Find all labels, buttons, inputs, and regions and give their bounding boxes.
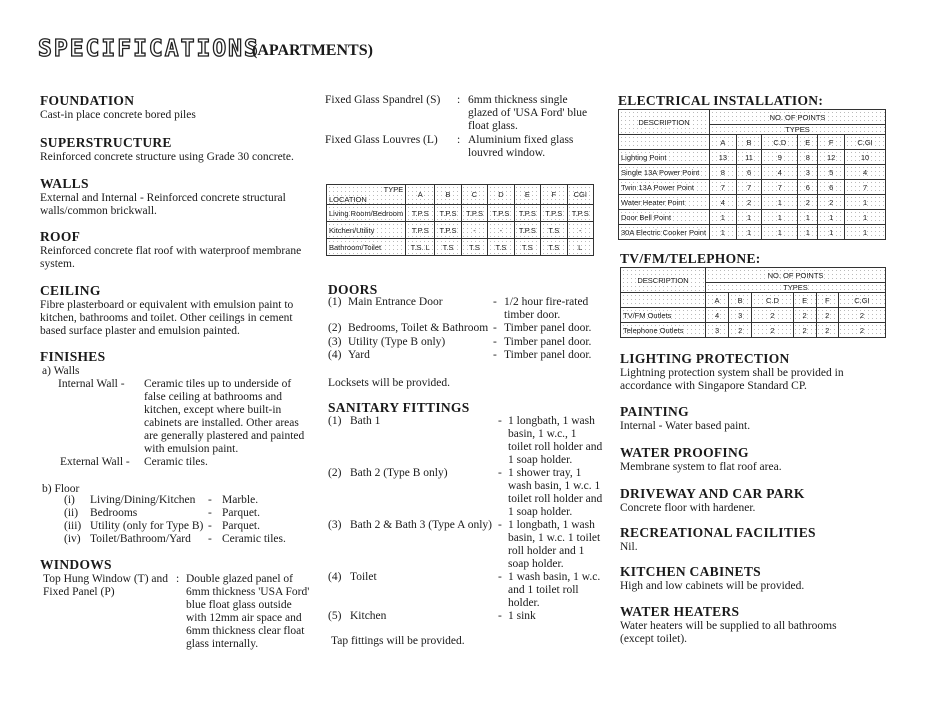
door-location: Utility (Type B only)	[348, 336, 446, 348]
tv-cell: 3	[729, 308, 752, 323]
windows-heading: WINDOWS	[40, 557, 112, 572]
floor-item-room-2: Bedrooms	[90, 507, 138, 519]
sanitary-room: Toilet	[350, 571, 377, 583]
kitchen-cabinets-section	[620, 564, 885, 593]
elec-row-label: Twin 13A Power Point	[619, 180, 710, 195]
tv-col: B	[729, 293, 752, 308]
louvres-label: Fixed Glass Louvres (L)	[325, 134, 438, 146]
window-cell: T.P.S	[435, 222, 461, 239]
water-heaters-heading: WATER HEATERS	[620, 604, 740, 619]
elec-cell: 11	[736, 150, 762, 165]
elec-cell: 8	[710, 165, 737, 180]
walls-heading: WALLS	[40, 176, 89, 191]
finishes-walls-label: a) Walls	[42, 365, 80, 377]
tv-row-label: Telephone Outlets	[621, 323, 706, 338]
door-location: Yard	[348, 349, 370, 361]
window-row-label: Bathroom/Toilet	[327, 239, 406, 256]
elec-row-label: Door Bell Point	[619, 210, 710, 225]
elec-cell: 9	[762, 150, 798, 165]
tv-cell: 2	[816, 323, 838, 338]
tv-cell: 2	[793, 323, 816, 338]
elec-cell: 1	[762, 210, 798, 225]
elec-cell: 1	[798, 225, 818, 240]
elec-cell: 4	[762, 165, 798, 180]
sanitary-spec: 1 longbath, 1 wash basin, 1 w.c. 1 toilet roll holder and 1 soap holder.	[508, 519, 601, 570]
door-spec: Timber panel door.	[504, 322, 592, 334]
elec-cell: 2	[736, 195, 762, 210]
painting-heading: PAINTING	[620, 404, 689, 419]
window-cell: T.P.S	[461, 205, 487, 222]
elec-row-label: 30A Electric Cooker Point	[619, 225, 710, 240]
recreational-text: Nil.	[620, 541, 638, 553]
sanitary-n: (2)	[328, 467, 342, 479]
floor-item-room-3: Utility (only for Type B)	[90, 520, 204, 532]
sanitary-heading: SANITARY FITTINGS	[328, 400, 470, 415]
window-cell: -	[567, 222, 594, 239]
lighting-text: Lightning protection system shall be provided in accordance with Singapore Standard CP.	[620, 367, 844, 392]
external-wall-text: Ceramic tiles.	[144, 456, 208, 468]
windows-text: Double glazed panel of 6mm thickness 'USA Ford' blue float glass outside with 12mm air space and 6mm thickness clear float glass internally.	[186, 573, 310, 650]
window-row-label: Kitchen/Utility	[327, 222, 406, 239]
water-heaters-section	[620, 604, 860, 646]
tv-col: F	[816, 293, 838, 308]
elec-cell: 2	[798, 195, 818, 210]
waterproofing-heading: WATER PROOFING	[620, 445, 749, 460]
elec-cell: 4	[710, 195, 737, 210]
window-cell: T.P.S	[567, 205, 594, 222]
tv-heading: TV/FM/TELEPHONE:	[620, 251, 761, 266]
floor-item-room-4: Toilet/Bathroom/Yard	[90, 533, 191, 545]
foundation-section	[40, 93, 300, 122]
door-spec: Timber panel door.	[504, 349, 592, 361]
tv-col: C.GI	[838, 293, 885, 308]
electrical-table	[618, 109, 886, 240]
spandrel-text: 6mm thickness single glazed of 'USA Ford' blue float glass.	[468, 94, 588, 132]
window-cell: -	[461, 222, 487, 239]
elec-row-label: Single 13A Power Point	[619, 165, 710, 180]
elec-cell: 6	[818, 180, 845, 195]
elec-col: C.GI	[845, 135, 886, 150]
driveway-section	[620, 486, 885, 515]
floor-item-n-1: (i)	[64, 494, 75, 506]
elec-cell: 1	[762, 225, 798, 240]
ceiling-section	[40, 283, 302, 338]
elec-cell: 6	[736, 165, 762, 180]
sanitary-n: (4)	[328, 571, 342, 583]
doors-heading: DOORS	[328, 282, 378, 297]
sanitary-spec: 1 sink	[508, 610, 536, 622]
finishes-floor-label: b) Floor	[42, 483, 80, 495]
driveway-heading: DRIVEWAY AND CAR PARK	[620, 486, 805, 501]
door-spec: Timber panel door.	[504, 336, 592, 348]
louvres-text: Aluminium fixed glass louvred window.	[468, 134, 574, 159]
elec-cell: 7	[762, 180, 798, 195]
elec-cell: 7	[710, 180, 737, 195]
sanitary-spec: 1 longbath, 1 wash basin, 1 w.c., 1 toilet roll holder and 1 soap holder.	[508, 415, 603, 466]
sanitary-spec: 1 shower tray, 1 wash basin, 1 w.c. 1 toilet roll holder and 1 soap holder.	[508, 467, 603, 518]
tap-fittings-note: Tap fittings will be provided.	[331, 635, 465, 647]
elec-cell: 1	[845, 225, 886, 240]
floor-item-value-3: Parquet.	[222, 520, 261, 532]
windows-section: WINDOWS Top Hung Window (T) and Fixed Panel (P) : Double glazed panel of 6mm thickness 'USA Ford' blue float glass outside with 12mm air space and 6mm thickness clear float glass internally.	[40, 557, 315, 657]
tv-desc-header: DESCRIPTION	[621, 268, 706, 293]
painting-text: Internal - Water based paint.	[620, 420, 751, 432]
tv-row-label: TV/FM Outlets	[621, 308, 706, 323]
elec-cell: 1	[762, 195, 798, 210]
elec-cell: 1	[845, 195, 886, 210]
window-cell: T.S. L	[406, 239, 435, 256]
elec-cell: 7	[845, 180, 886, 195]
tv-types-header: TYPES	[706, 283, 886, 293]
window-cell: T.P.S	[541, 205, 567, 222]
recreational-section	[620, 525, 885, 554]
lighting-section	[620, 351, 885, 393]
window-table-type-label: TYPE	[383, 185, 404, 194]
page-title: SPECIFICATIONS	[38, 36, 260, 62]
elec-cell: 8	[798, 150, 818, 165]
door-n: (1)	[328, 296, 342, 308]
floor-item-n-2: (ii)	[64, 507, 79, 519]
elec-cell: 13	[710, 150, 737, 165]
window-type-table	[326, 184, 594, 256]
tv-cell: 2	[793, 308, 816, 323]
tv-cell: 3	[706, 323, 729, 338]
walls-section	[40, 176, 295, 218]
elec-cell: 1	[710, 210, 737, 225]
window-cell: T.S	[541, 222, 567, 239]
tv-col: C.D	[752, 293, 793, 308]
roof-text: Reinforced concrete flat roof with waterproof membrane system.	[40, 245, 302, 270]
tv-cell: 2	[838, 323, 885, 338]
sanitary-n: (5)	[328, 610, 342, 622]
window-cell: T.S	[541, 239, 567, 256]
tv-cell: 4	[706, 308, 729, 323]
elec-col: F	[818, 135, 845, 150]
window-col-e: E	[514, 185, 540, 205]
elec-cell: 4	[845, 165, 886, 180]
window-col-cgi: CGI	[567, 185, 594, 205]
sanitary-room: Bath 1	[350, 415, 381, 427]
doors-section: DOORS (1) Main Entrance Door - 1/2 hour fire-rated timber door. (2) Bedrooms, Toilet & Bathroom - Timber panel door. (3) Utility (Type B only) - Timber panel door. (4) Yard - Timber panel door. Locksets will be provided.	[328, 282, 608, 392]
window-table-location-label: LOCATION	[329, 195, 367, 204]
painting-section	[620, 404, 885, 433]
door-location: Main Entrance Door	[348, 296, 443, 308]
elec-cell: 5	[818, 165, 845, 180]
tv-table	[620, 267, 886, 338]
window-cell: -	[488, 222, 514, 239]
window-cell: T.P.S	[406, 222, 435, 239]
elec-row-label: Lighting Point	[619, 150, 710, 165]
electrical-desc-header: DESCRIPTION	[619, 110, 710, 135]
internal-wall-label: Internal Wall -	[58, 378, 125, 390]
kitchen-cabinets-heading: KITCHEN CABINETS	[620, 564, 761, 579]
roof-heading: ROOF	[40, 229, 81, 244]
window-cell: T.S	[488, 239, 514, 256]
elec-cell: 12	[818, 150, 845, 165]
elec-cell: 1	[798, 210, 818, 225]
walls-text: External and Internal - Reinforced concrete structural walls/common brickwall.	[40, 192, 286, 217]
door-n: (3)	[328, 336, 342, 348]
page-subtitle: (APARTMENTS)	[252, 42, 373, 59]
elec-cell: 7	[736, 180, 762, 195]
driveway-text: Concrete floor with hardener.	[620, 502, 756, 514]
window-cell: T.P.S	[514, 205, 540, 222]
window-cell: T.S	[514, 239, 540, 256]
elec-col: E	[798, 135, 818, 150]
floor-item-value-4: Ceramic tiles.	[222, 533, 286, 545]
elec-cell: 3	[798, 165, 818, 180]
elec-cell: 10	[845, 150, 886, 165]
finishes-section: FINISHES a) Walls Internal Wall - Ceramic tiles up to underside of false ceiling at bathrooms and kitchen, except where built-in cabinets are installed. Other areas are generally plastered and painted with emulsion paint. External Wall - Ceramic tiles. b) Floor (i) Living/Dining/Kitchen - Marble. (ii) Bedrooms - Parquet. (iii) Utility (only for Type B) - Parquet. (iv) Toilet/Bathroom/Yard - Ceramic tiles.	[40, 349, 310, 549]
door-n: (4)	[328, 349, 342, 361]
window-table-corner	[327, 185, 406, 205]
elec-cell: 1	[845, 210, 886, 225]
foundation-heading: FOUNDATION	[40, 93, 135, 108]
tv-points-header: NO. OF POINTS	[706, 268, 886, 283]
electrical-points-header: NO. OF POINTS	[710, 110, 886, 125]
sanitary-section: SANITARY FITTINGS (1) Bath 1 - 1 longbath, 1 wash basin, 1 w.c., 1 toilet roll holder and 1 soap holder. (2) Bath 2 (Type B only) - 1 shower tray, 1 wash basin, 1 w.c. 1 toilet roll holder and 1 soap holder. (3) Bath 2 & Bath 3 (Type A only) - 1 longbath, 1 wash basin, 1 w.c. 1 toilet roll holder and 1 soap holder. (4) Toilet - 1 wash basin, 1 w.c. and 1 toilet roll holder. (5) Kitchen - 1 sink Tap fittings will be provided.	[328, 400, 613, 655]
water-heaters-text: Water heaters will be supplied to all bathrooms (except toilet).	[620, 620, 837, 645]
window-col-f: F	[541, 185, 567, 205]
door-location: Bedrooms, Toilet & Bathroom	[348, 322, 489, 334]
elec-col: C.D	[762, 135, 798, 150]
recreational-heading: RECREATIONAL FACILITIES	[620, 525, 816, 540]
ceiling-text: Fibre plasterboard or equivalent with emulsion paint to kitchen, bathrooms and toilet. Other ceilings in cement based surface plaster and emulsion painted.	[40, 299, 294, 337]
tv-cell: 2	[838, 308, 885, 323]
window-col-b: B	[435, 185, 461, 205]
elec-cell: 1	[736, 210, 762, 225]
sanitary-n: (1)	[328, 415, 342, 427]
sanitary-room: Bath 2 & Bath 3 (Type A only)	[350, 519, 492, 531]
door-n: (2)	[328, 322, 342, 334]
window-cell: T.S	[461, 239, 487, 256]
window-row-label: Living Room/Bedroom	[327, 205, 406, 222]
floor-item-room-1: Living/Dining/Kitchen	[90, 494, 196, 506]
elec-cell: 1	[736, 225, 762, 240]
tv-cell: 2	[752, 308, 793, 323]
window-cell: T.P.S	[435, 205, 461, 222]
floor-item-n-4: (iv)	[64, 533, 81, 545]
elec-cell: 2	[818, 195, 845, 210]
sanitary-room: Kitchen	[350, 610, 387, 622]
tv-cell: 2	[729, 323, 752, 338]
locksets-note: Locksets will be provided.	[328, 377, 451, 389]
kitchen-cabinets-text: High and low cabinets will be provided.	[620, 580, 805, 592]
external-wall-label: External Wall -	[60, 456, 130, 468]
electrical-types-header: TYPES	[710, 125, 886, 135]
elec-col: A	[710, 135, 737, 150]
window-col-a: A	[406, 185, 435, 205]
elec-col: B	[736, 135, 762, 150]
window-cell: T.P.S	[514, 222, 540, 239]
window-cell: T.P.S	[406, 205, 435, 222]
floor-item-value-2: Parquet.	[222, 507, 261, 519]
window-cell: T.P.S	[488, 205, 514, 222]
tv-cell: 2	[752, 323, 793, 338]
lighting-heading: LIGHTING PROTECTION	[620, 351, 790, 366]
spandrel-label: Fixed Glass Spandrel (S)	[325, 94, 441, 106]
elec-cell: 1	[710, 225, 737, 240]
foundation-text: Cast-in place concrete bored piles	[40, 109, 196, 121]
elec-cell: 1	[818, 225, 845, 240]
door-spec: 1/2 hour fire-rated timber door.	[504, 296, 589, 321]
elec-cell: 6	[798, 180, 818, 195]
floor-item-n-3: (iii)	[64, 520, 82, 532]
window-col-d: D	[488, 185, 514, 205]
tv-col: E	[793, 293, 816, 308]
windows-label: Top Hung Window (T) and Fixed Panel (P)	[43, 573, 169, 598]
ceiling-heading: CEILING	[40, 283, 101, 298]
window-cell: T.S	[435, 239, 461, 256]
elec-cell: 1	[818, 210, 845, 225]
superstructure-heading: SUPERSTRUCTURE	[40, 135, 172, 150]
tv-cell: 2	[816, 308, 838, 323]
sanitary-room: Bath 2 (Type B only)	[350, 467, 448, 479]
sanitary-spec: 1 wash basin, 1 w.c. and 1 toilet roll holder.	[508, 571, 601, 609]
internal-wall-text: Ceramic tiles up to underside of false ceiling at bathrooms and kitchen, except where built-in cabinets are installed. Other areas are generally plastered and painted with emulsion paint.	[144, 378, 305, 455]
elec-row-label: Water Heater Point	[619, 195, 710, 210]
finishes-heading: FINISHES	[40, 349, 106, 364]
superstructure-text: Reinforced concrete structure using Grade 30 concrete.	[40, 151, 294, 163]
electrical-heading: ELECTRICAL INSTALLATION:	[618, 93, 824, 108]
window-col-c: C	[461, 185, 487, 205]
superstructure-section	[40, 135, 305, 164]
window-cell: L	[567, 239, 594, 256]
waterproofing-text: Membrane system to flat roof area.	[620, 461, 782, 473]
waterproofing-section	[620, 445, 885, 474]
floor-item-value-1: Marble.	[222, 494, 259, 506]
roof-section	[40, 229, 305, 271]
tv-col: A	[706, 293, 729, 308]
sanitary-n: (3)	[328, 519, 342, 531]
